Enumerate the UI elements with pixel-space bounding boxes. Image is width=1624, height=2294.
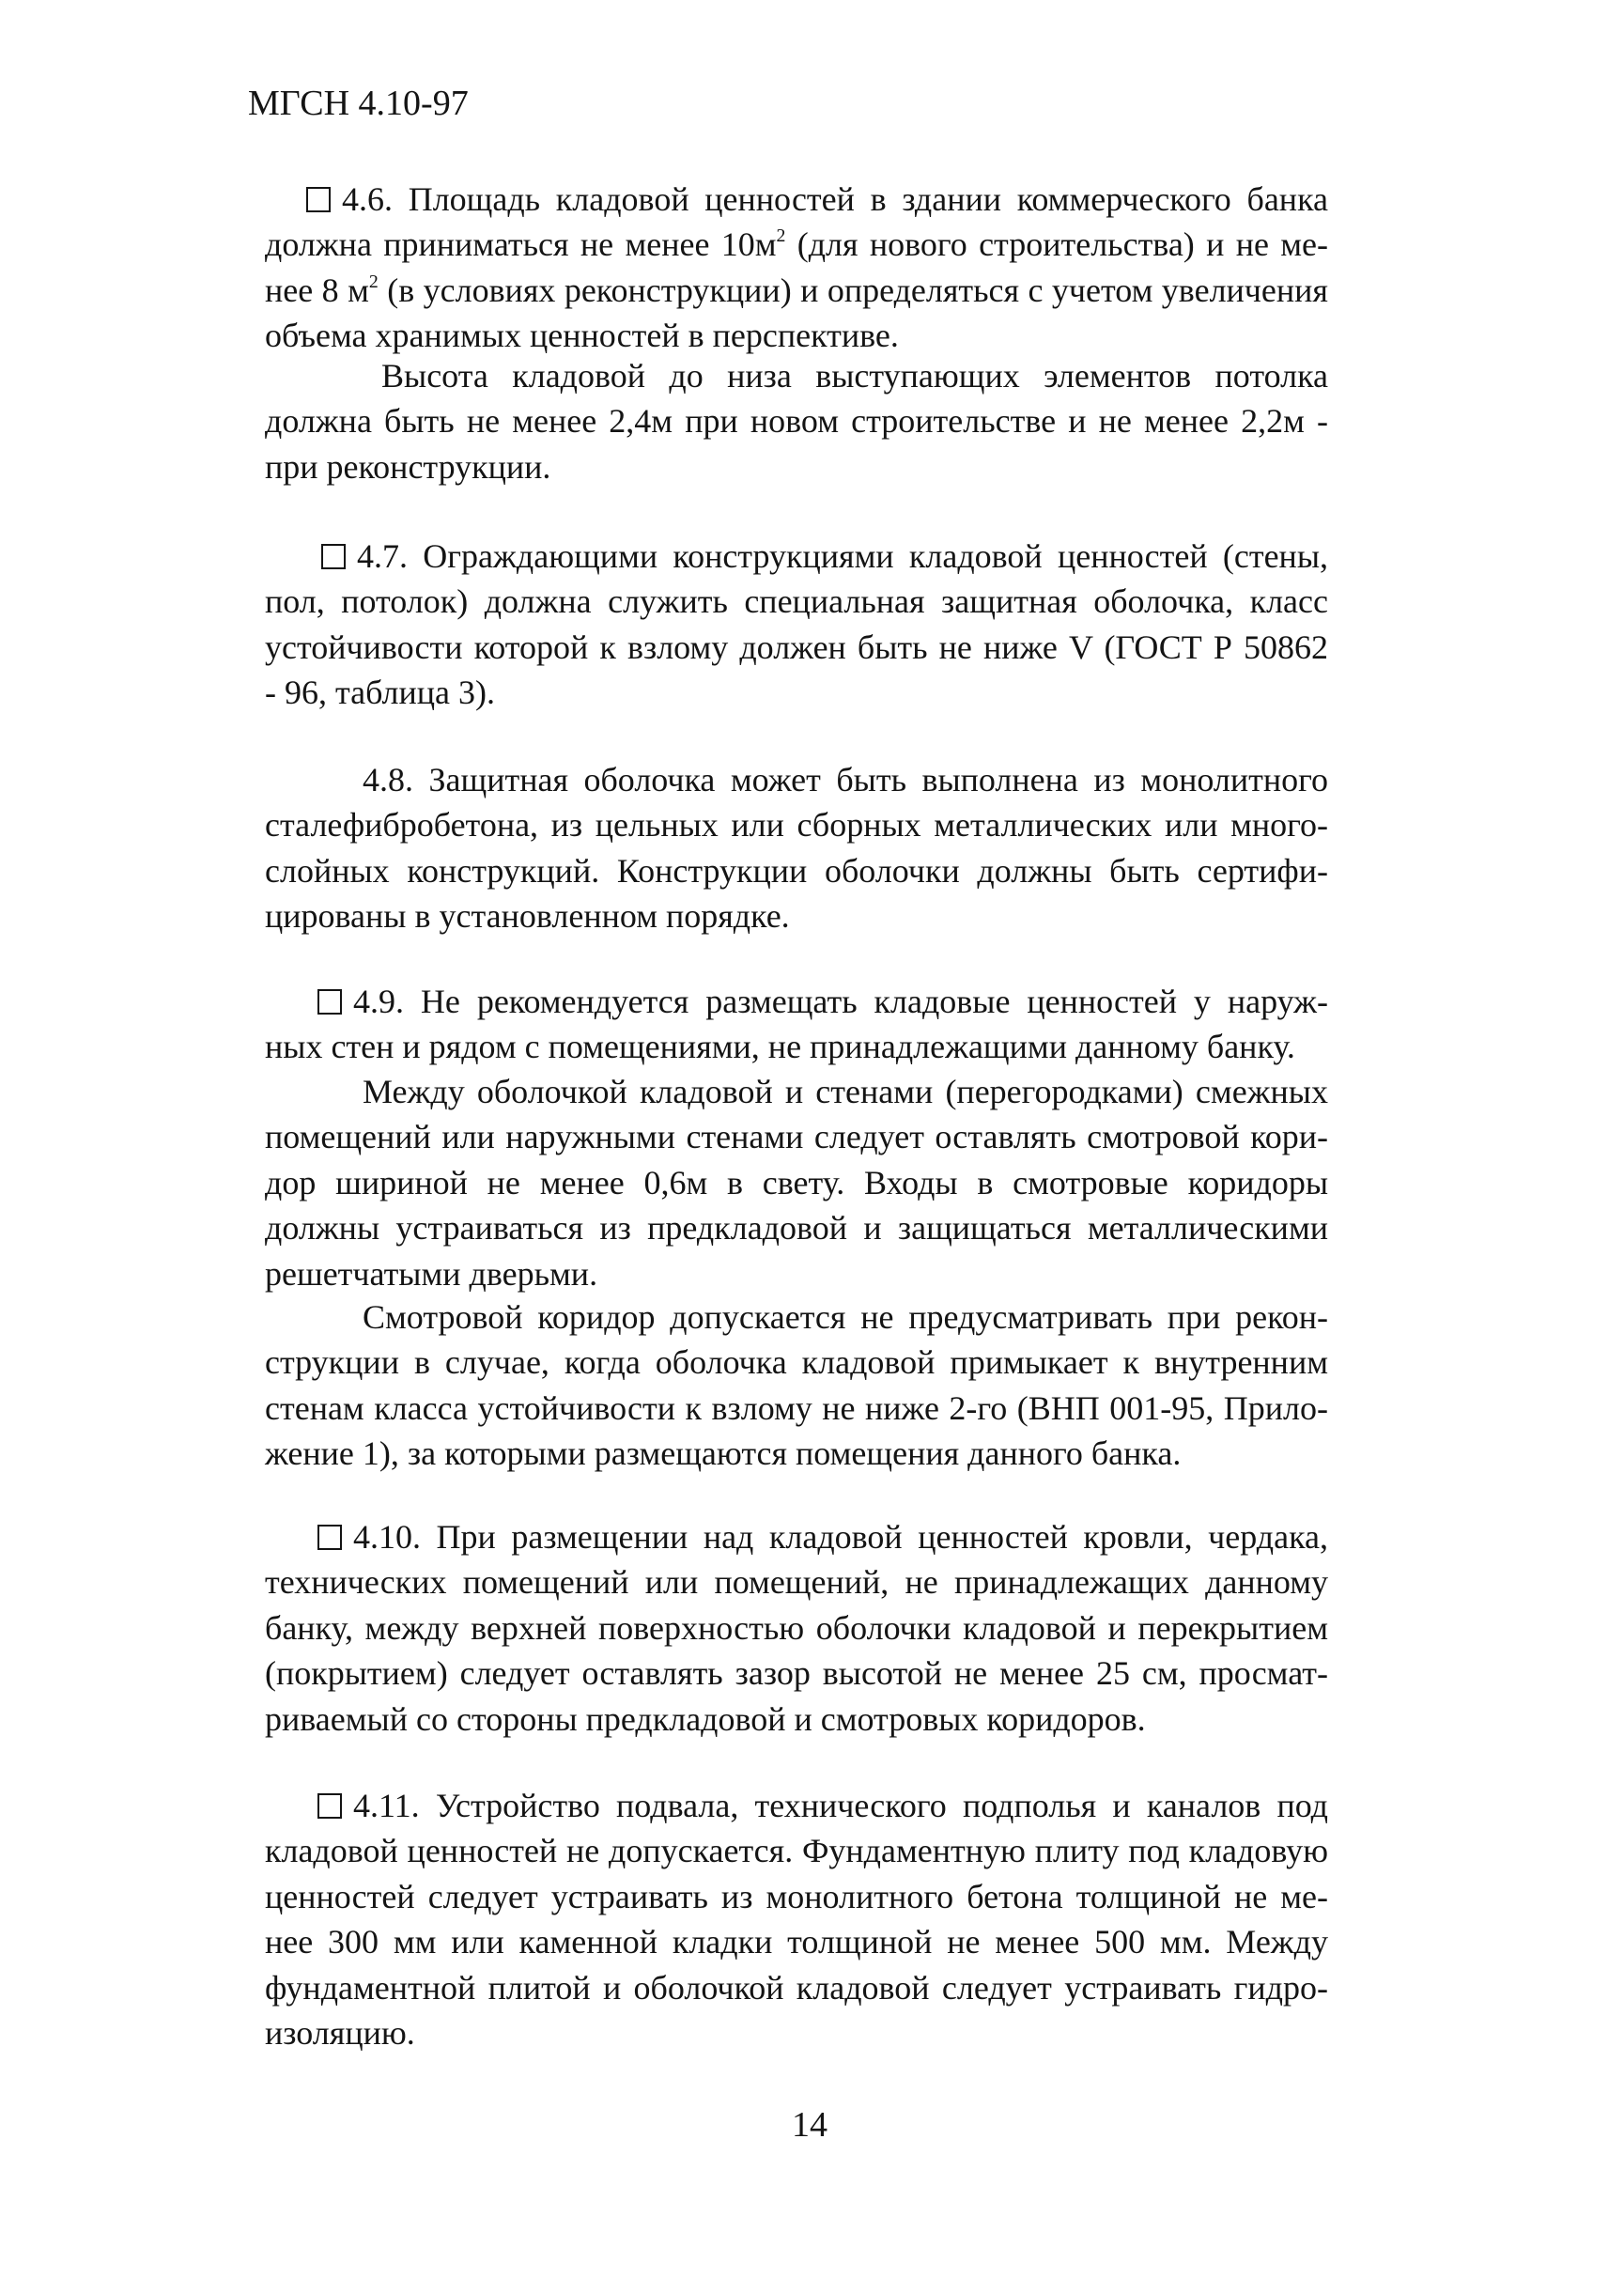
text-line: должны устраиваться из предкладовой и защищаться металлическими — [265, 1209, 1328, 1248]
section-4-9-corridor — [265, 1069, 1328, 1296]
section-4-7 — [265, 534, 1328, 716]
page-number: 14 — [792, 2105, 827, 2145]
section-4-9-exception — [265, 1294, 1328, 1477]
text-line: риваемый со стороны предкладовой и смотровых коридоров. — [265, 1699, 1146, 1738]
text-line: при реконструкции. — [265, 447, 551, 486]
text-line: 4.7. Ограждающими конструкциями кладовой ценностей (стены, — [357, 537, 1328, 575]
text-line: пол, потолок) должна служить специальная защитная оболочка, класс — [265, 582, 1328, 621]
section-4-6 — [265, 177, 1328, 359]
text-line: изоляцию. — [265, 2014, 415, 2053]
section-4-11 — [265, 1783, 1328, 2055]
checkbox-icon — [317, 989, 342, 1015]
checkbox-icon — [321, 544, 346, 569]
text-line: решетчатыми дверьми. — [265, 1254, 598, 1293]
document-code-header: МГСН 4.10-97 — [248, 84, 469, 123]
section-4-6-height — [265, 353, 1328, 489]
text-line: объема хранимых ценностей в перспективе. — [265, 317, 899, 355]
section-4-10 — [265, 1514, 1328, 1742]
text-line: помещений или наружными стенами следует оставлять смотровой кори- — [265, 1118, 1328, 1156]
text-line: фундаментной плитой и оболочкой кладовой следует устраивать гидро- — [265, 1968, 1328, 2007]
text-line: стенам класса устойчивости к взлому не ниже 2-го (ВНП 001-95, Прило- — [265, 1388, 1328, 1427]
text-line: (покрытием) следует оставлять зазор высотой не менее 25 см, просмат- — [265, 1654, 1328, 1693]
checkbox-icon — [317, 1525, 342, 1550]
text-line: устойчивости которой к взлому должен быть не ниже V (ГОСТ Р 50862 — [265, 628, 1328, 666]
text-line: слойных конструкций. Конструкции оболочки должны быть сертифи- — [265, 851, 1328, 890]
text-line: жение 1), за которыми размещаются помещения данного банка. — [265, 1434, 1182, 1473]
text-line: Между оболочкой кладовой и стенами (перегородками) смежных — [363, 1073, 1328, 1110]
text-line: банку, между верхней поверхностью оболочки кладовой и перекрытием — [265, 1608, 1328, 1647]
text-line: 4.11. Устройство подвала, технического подполья и каналов под — [353, 1787, 1328, 1824]
text-line: ценностей следует устраивать из монолитного бетона толщиной не ме- — [265, 1877, 1328, 1915]
text-line: 4.10. При размещении над кладовой ценностей кровли, чердака, — [353, 1518, 1328, 1556]
text-line: цированы в установленном порядке. — [265, 897, 790, 936]
text-line: 4.6. Площадь кладовой ценностей в здании коммерческого банка — [342, 180, 1328, 218]
text-line: 4.8. Защитная оболочка может быть выполнена из монолитного — [363, 761, 1328, 798]
text-line: дор шириной не менее 0,6м в свету. Входы в смотровые коридоры — [265, 1163, 1328, 1201]
text-line: Высота кладовой до низа выступающих элементов потолка — [381, 357, 1328, 395]
checkbox-icon — [317, 1793, 342, 1819]
text-line: должна быть не менее 2,4м при новом строительстве и не менее 2,2м - — [265, 402, 1328, 441]
text-line: нее 300 мм или каменной кладки толщиной не менее 500 мм. Между — [265, 1923, 1328, 1961]
text-line: струкции в случае, когда оболочка кладовой примыкает к внутренним — [265, 1343, 1328, 1382]
text-line: Смотровой коридор допускается не предусматривать при рекон- — [363, 1298, 1328, 1336]
checkbox-icon — [306, 187, 331, 212]
text-line: сталефибробетона, из цельных или сборных металлических или много- — [265, 806, 1328, 845]
text-line: кладовой ценностей не допускается. Фундаментную плиту под кладовую — [265, 1832, 1328, 1870]
text-line: 4.9. Не рекомендуется размещать кладовые ценностей у наруж- — [353, 983, 1328, 1020]
text-line: - 96, таблица 3). — [265, 674, 496, 712]
section-4-9 — [265, 979, 1328, 1070]
text-line: ных стен и рядом с помещениями, не принадлежащими данному банку. — [265, 1028, 1295, 1066]
text-line: технических помещений или помещений, не принадлежащих данному — [265, 1563, 1328, 1602]
text-line: нее 8 $м^2$ (в условиях реконструкции) и определяться с учетом увеличения — [265, 271, 1328, 309]
section-4-8 — [265, 757, 1328, 939]
text-line: должна приниматься не менее $10м^2$ (для нового строительства) и не ме- — [265, 225, 1328, 264]
